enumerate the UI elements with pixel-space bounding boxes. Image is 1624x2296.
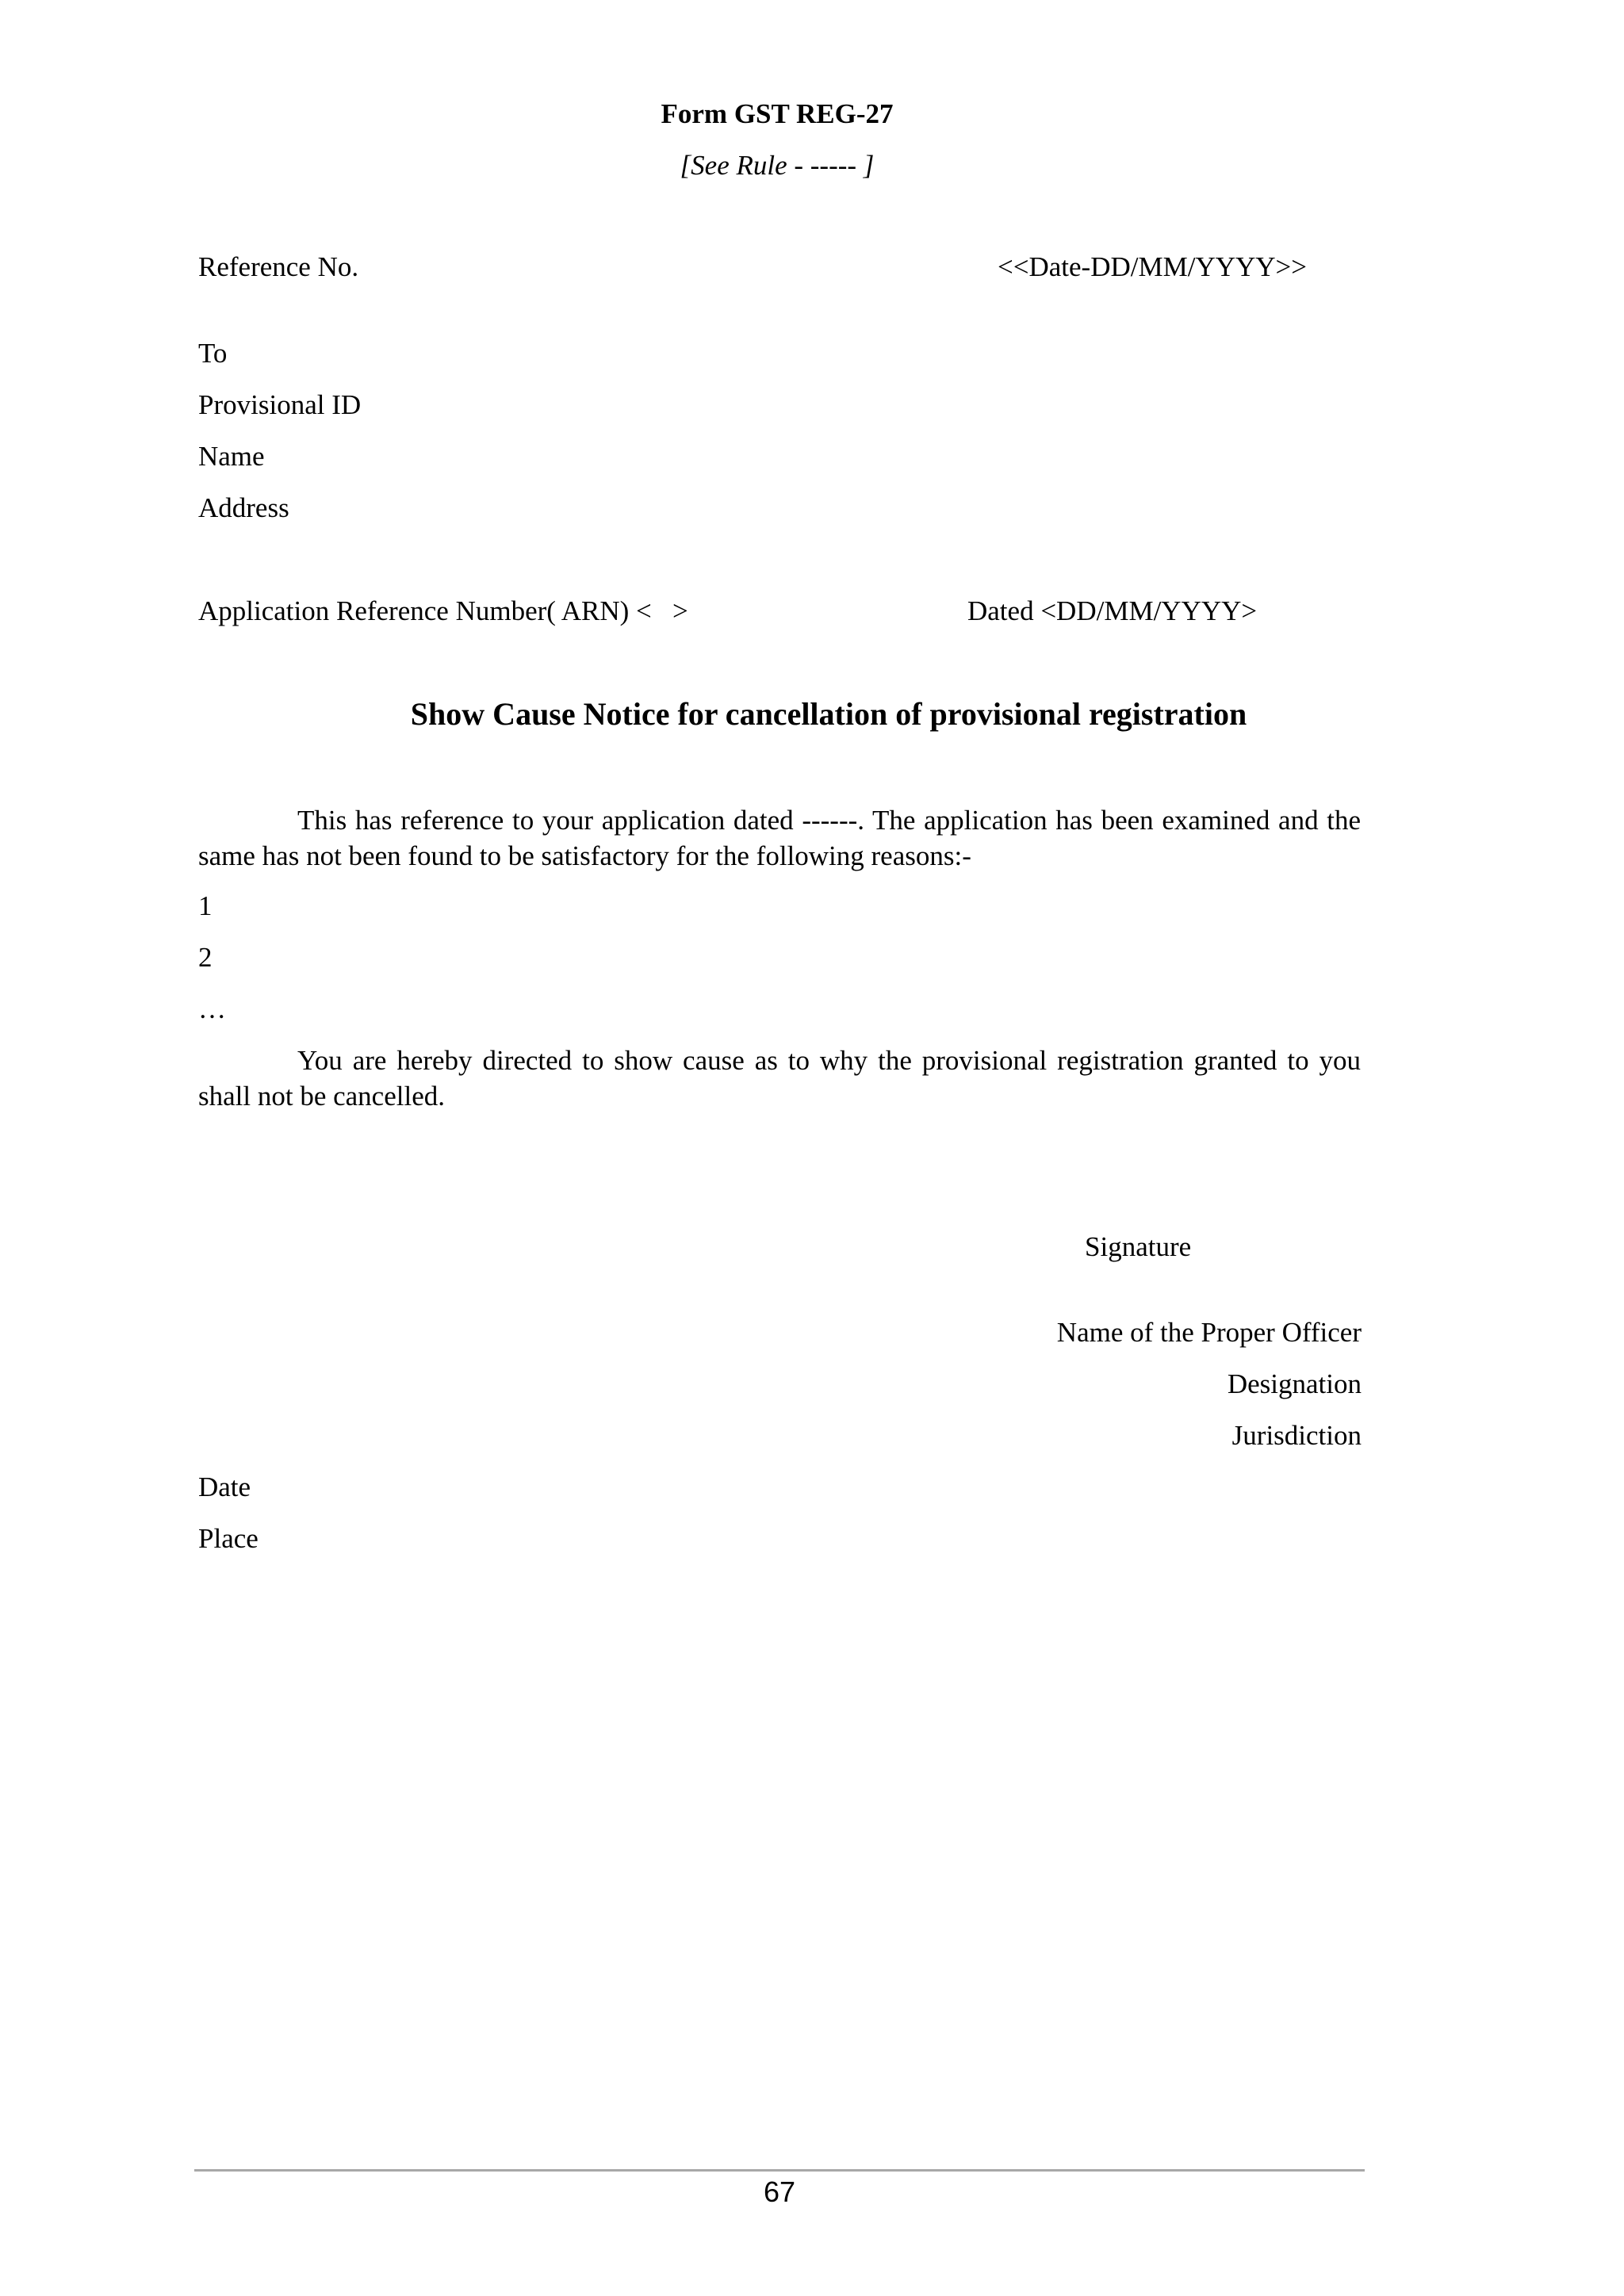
reference-number-label: Reference No. xyxy=(198,251,359,282)
date-placeholder: <<Date-DD/MM/YYYY>> xyxy=(998,251,1308,282)
date-label: Date xyxy=(198,1471,251,1502)
intro-paragraph: This has reference to your application dated ------. The application has been examined and the same has not been found to be satisfactory for the following reasons:- xyxy=(198,805,1361,871)
place-label: Place xyxy=(198,1523,259,1554)
footer-divider xyxy=(194,2169,1365,2172)
notice-title: Show Cause Notice for cancellation of provisional registration xyxy=(410,696,1247,732)
signature-label: Signature xyxy=(1085,1231,1192,1262)
name-label: Name xyxy=(198,441,265,472)
reason-item-ellipsis: … xyxy=(198,993,226,1024)
direction-paragraph: You are hereby directed to show cause as to why the provisional registration granted to you shall not be cancelled. xyxy=(198,1045,1361,1112)
address-label: Address xyxy=(198,492,289,523)
provisional-id-label: Provisional ID xyxy=(198,389,362,420)
page-number: 67 xyxy=(763,2175,796,2208)
rule-reference: [See Rule - ----- ] xyxy=(680,150,875,181)
to-label: To xyxy=(198,338,228,369)
reason-item-2: 2 xyxy=(198,942,213,973)
dated-label: Dated <DD/MM/YYYY> xyxy=(967,595,1258,626)
jurisdiction-label: Jurisdiction xyxy=(1231,1420,1362,1451)
form-title: Form GST REG-27 xyxy=(661,98,894,129)
reason-item-1: 1 xyxy=(198,890,213,921)
designation-label: Designation xyxy=(1227,1368,1362,1399)
arn-label: Application Reference Number( ARN) < > xyxy=(198,595,688,626)
officer-name-label: Name of the Proper Officer xyxy=(1056,1317,1362,1348)
